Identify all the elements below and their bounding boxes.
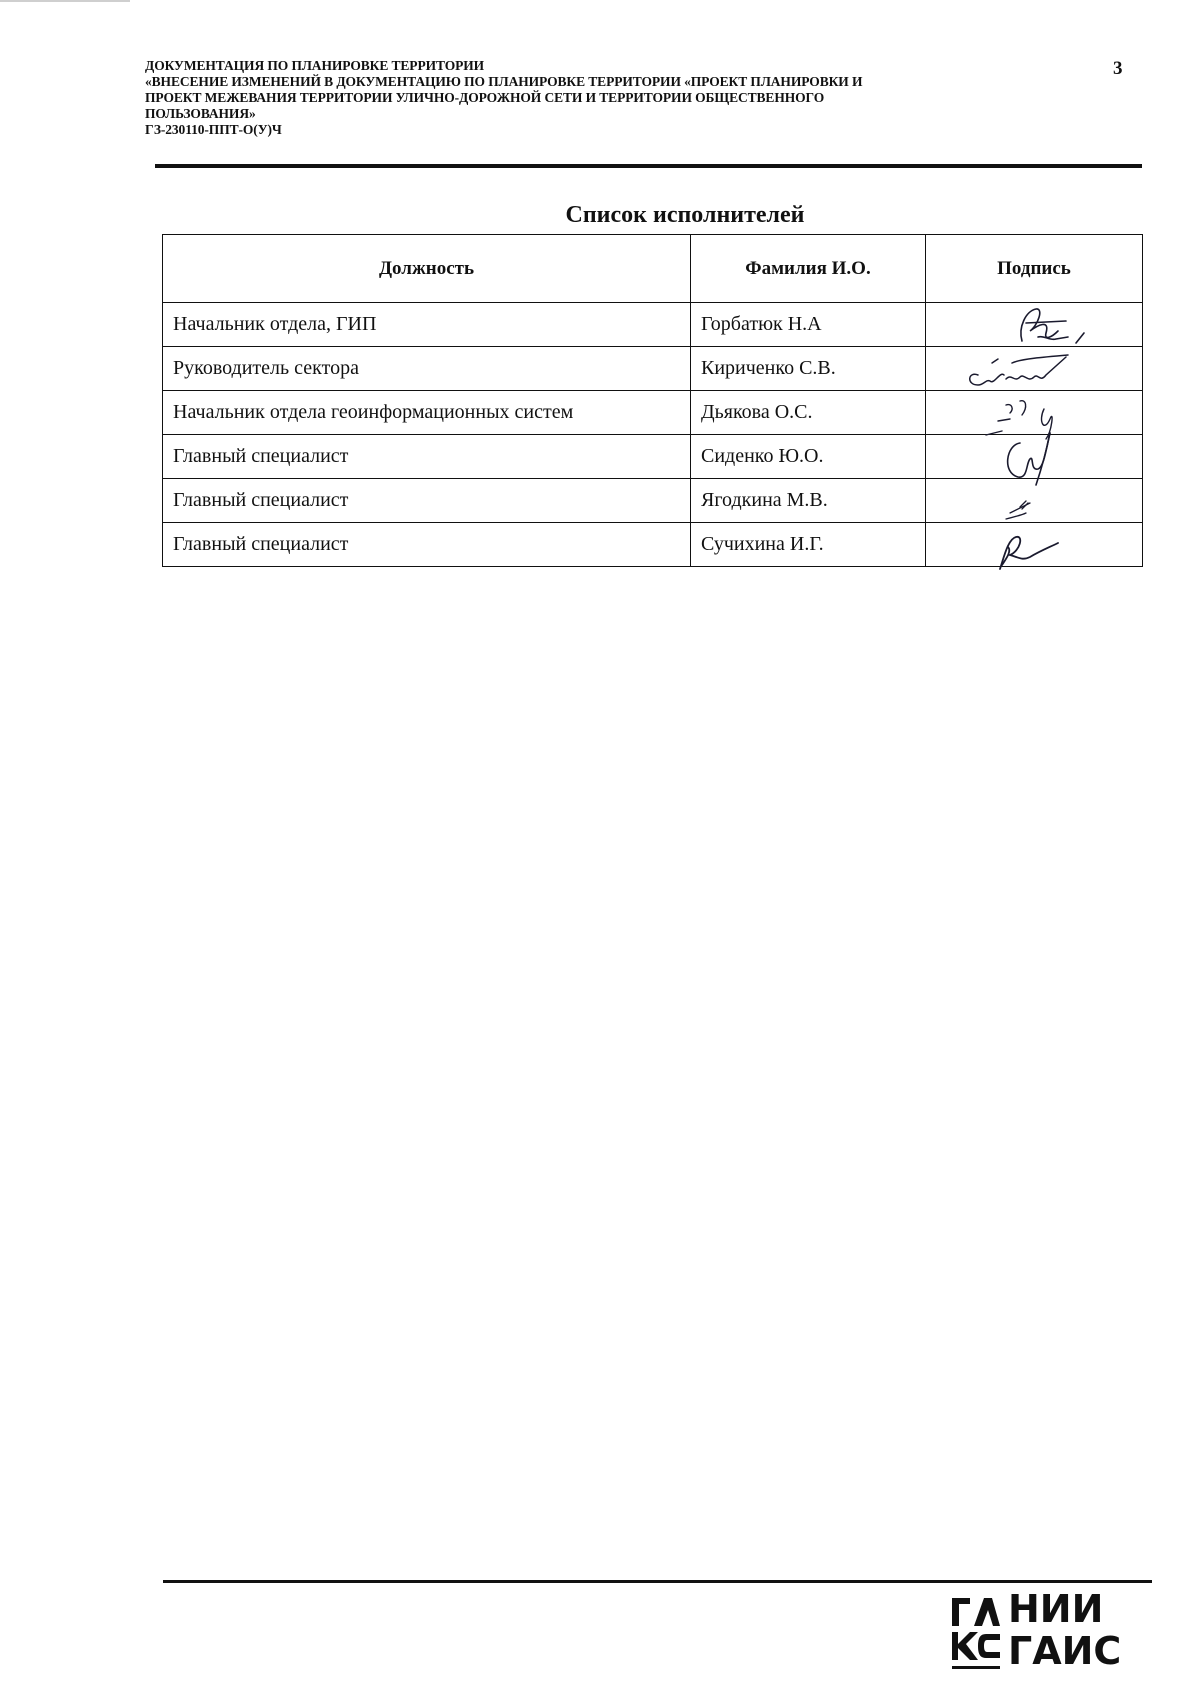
name-cell: Ягодкина М.В. <box>691 479 926 523</box>
signature-cell <box>926 391 1143 435</box>
header-line: ГЗ-230110-ППТ-О(У)Ч <box>145 122 282 137</box>
position-cell: Начальник отдела, ГИП <box>163 303 691 347</box>
header-line: ДОКУМЕНТАЦИЯ ПО ПЛАНИРОВКЕ ТЕРРИТОРИИ <box>145 58 485 73</box>
page-number: 3 <box>1113 58 1123 79</box>
logo-text <box>1008 1588 1121 1672</box>
table-row <box>163 391 1143 435</box>
logo-line-1: НИИ <box>1008 1587 1104 1631</box>
header-divider <box>155 164 1142 168</box>
signature-cell <box>926 347 1143 391</box>
column-header-name: Фамилия И.О. <box>691 235 926 303</box>
signature-image <box>926 517 1146 573</box>
table-row <box>163 523 1143 567</box>
table-row <box>163 347 1143 391</box>
column-header-signature: Подпись <box>926 235 1143 303</box>
signature-cell <box>926 479 1143 523</box>
scan-edge-mark <box>0 0 130 2</box>
page-title: Список исполнителей <box>565 202 805 228</box>
footer-divider <box>163 1580 1152 1583</box>
name-cell: Кириченко С.В. <box>691 347 926 391</box>
header-line: ПРОЕКТ МЕЖЕВАНИЯ ТЕРРИТОРИИ УЛИЧНО-ДОРОЖНОЙ СЕТИ И ТЕРРИТОРИИ ОБЩЕСТВЕННОГО <box>145 90 825 105</box>
document-header <box>145 58 1045 138</box>
table-row <box>163 303 1143 347</box>
position-cell: Главный специалист <box>163 435 691 479</box>
header-line: ПОЛЬЗОВАНИЯ» <box>145 106 256 121</box>
company-logo <box>950 1588 1150 1678</box>
table-row <box>163 479 1143 523</box>
logo-line-2: ГАИС <box>1008 1629 1122 1673</box>
signature-cell <box>926 435 1143 479</box>
name-cell: Дьякова О.С. <box>691 391 926 435</box>
staff-table <box>162 234 1143 567</box>
header-line: «ВНЕСЕНИЕ ИЗМЕНЕНИЙ В ДОКУМЕНТАЦИЮ ПО ПЛАНИРОВКЕ ТЕРРИТОРИИ «ПРОЕКТ ПЛАНИРОВКИ И <box>145 74 863 89</box>
position-cell: Начальник отдела геоинформационных систем <box>163 391 691 435</box>
signature-cell <box>926 523 1143 567</box>
column-header-position: Должность <box>163 235 691 303</box>
table-header-row <box>163 235 1143 303</box>
position-cell: Главный специалист <box>163 479 691 523</box>
position-cell: Руководитель сектора <box>163 347 691 391</box>
position-cell: Главный специалист <box>163 523 691 567</box>
name-cell: Горбатюк Н.А <box>691 303 926 347</box>
name-cell: Сиденко Ю.О. <box>691 435 926 479</box>
table-row <box>163 435 1143 479</box>
name-cell: Сучихина И.Г. <box>691 523 926 567</box>
logo-mark-icon <box>950 1592 1002 1672</box>
signature-cell <box>926 303 1143 347</box>
